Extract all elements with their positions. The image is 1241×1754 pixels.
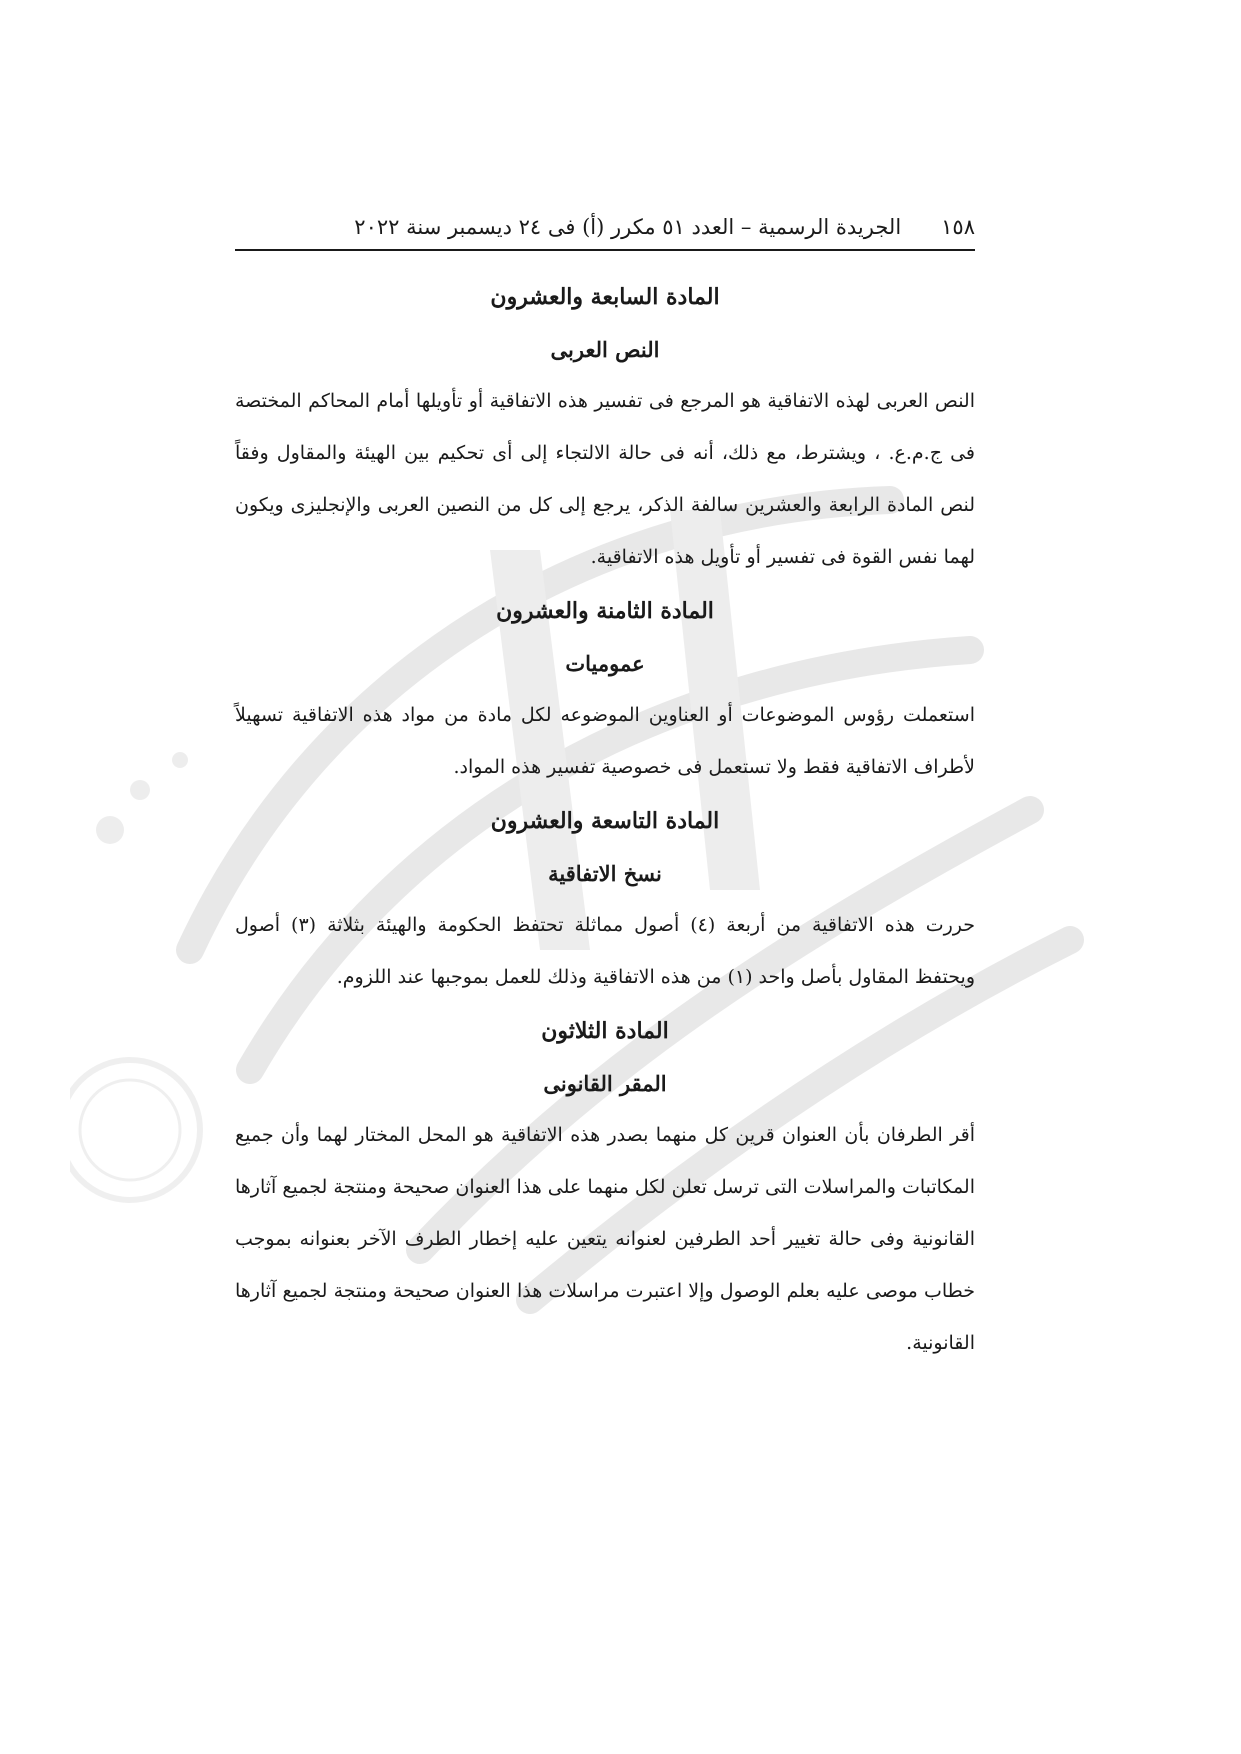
- article-title: المادة الثلاثون: [541, 1018, 669, 1044]
- article-27: [235, 269, 975, 583]
- article-title: المادة التاسعة والعشرون: [490, 808, 720, 834]
- article-subtitle: المقر القانونى: [543, 1071, 667, 1096]
- document-page: [235, 215, 975, 1369]
- running-header: [235, 215, 975, 251]
- article-text: النص العربى لهذه الاتفاقية هو المرجع فى تفسير هذه الاتفاقية أو تأويلها أمام المحاكم المختصة فى ج.م.ع. ، ويشترط، مع ذلك، أنه فى حالة الالتجاء إلى أى تحكيم بين الهيئة والمقاول وفقاً لنص المادة الرابعة والعشرين سالفة الذكر، يرجع إلى كل من النصين العربى والإنجليزى ويكون لهما نفس القوة فى تفسير أو تأويل هذه الاتفاقية.: [235, 390, 975, 568]
- article-title: المادة السابعة والعشرون: [490, 284, 720, 310]
- running-title: الجريدة الرسمية – العدد ٥١ مكرر (أ) فى ٢٤ ديسمبر سنة ٢٠٢٢: [354, 215, 902, 239]
- article-text: استعملت رؤوس الموضوعات أو العناوين الموضوعه لكل مادة من مواد هذه الاتفاقية تسهيلاً لأطراف الاتفاقية فقط ولا تستعمل فى خصوصية تفسير هذه المواد.: [235, 704, 975, 778]
- article-29: [235, 793, 975, 1003]
- article-28: [235, 583, 975, 793]
- page-number: ١٥٨: [941, 215, 975, 239]
- article-30: [235, 1003, 975, 1369]
- article-text: أقر الطرفان بأن العنوان قرين كل منهما بصدر هذه الاتفاقية هو المحل المختار لهما وأن جميع المكاتبات والمراسلات التى ترسل تعلن لكل منهما على هذا العنوان صحيحة ومنتجة لجميع آثارها القانونية وفى حالة تغيير أحد الطرفين لعنوانه يتعين عليه إخطار الطرف الآخر بعنوانه بموجب خطاب موصى عليه بعلم الوصول وإلا اعتبرت مراسلات هذا العنوان صحيحة ومنتجة لجميع آثارها القانونية.: [235, 1124, 975, 1354]
- article-title: المادة الثامنة والعشرون: [496, 598, 714, 624]
- article-subtitle: نسخ الاتفاقية: [548, 861, 662, 886]
- article-text: حررت هذه الاتفاقية من أربعة (٤) أصول مماثلة تحتفظ الحكومة والهيئة بثلاثة (٣) أصول ويحتفظ المقاول بأصل واحد (١) من هذه الاتفاقية وذلك للعمل بموجبها عند اللزوم.: [235, 914, 976, 988]
- article-subtitle: النص العربى: [550, 337, 660, 362]
- article-subtitle: عموميات: [565, 651, 645, 676]
